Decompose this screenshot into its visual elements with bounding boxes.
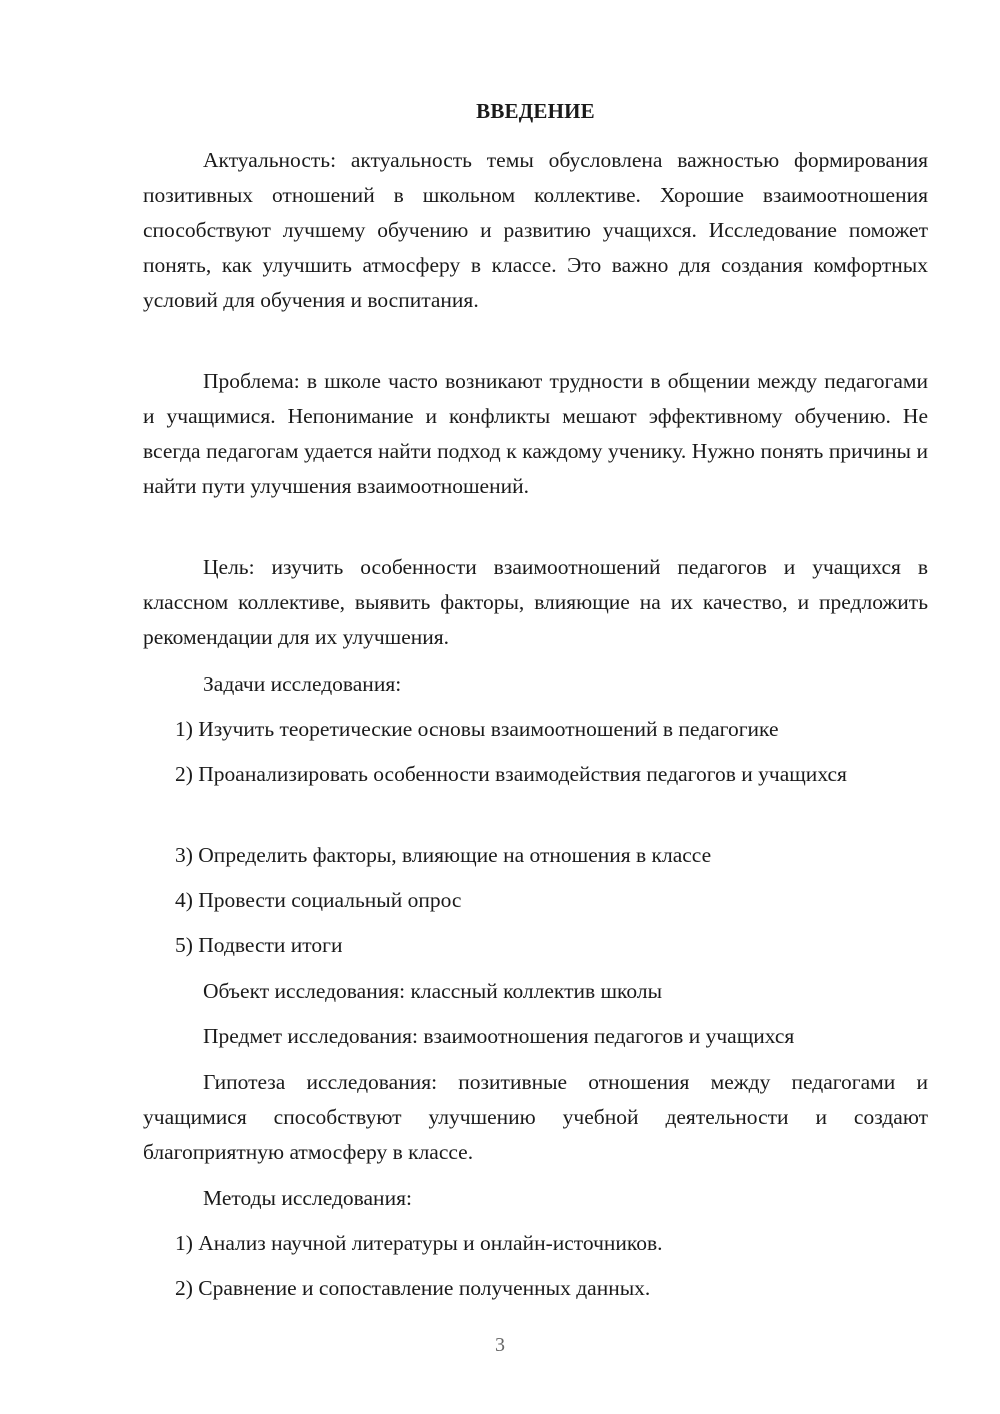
tasks-heading: Задачи исследования: <box>203 672 402 696</box>
paragraph-goal: Цель: изучить особенности взаимоотношений педагогов и учащихся в классном коллективе, выявить факторы, влияющие на их качество, и предложить рекомендации для их улучшения. <box>143 555 928 649</box>
paragraph-problem: Проблема: в школе часто возникают трудности в общении между педагогами и учащимися. Непонимание и конфликты мешают эффективному обучению. Не всегда педагогам удается найти подход к каждому ученику. Нужно понять причины и найти пути улучшения взаимоотношений. <box>143 369 928 498</box>
paragraph-relevance: Актуальность: актуальность темы обусловлена важностью формирования позитивных отношений в школьном коллективе. Хорошие взаимоотношения способствуют лучшему обучению и развитию учащихся. Исследование поможет понять, как улучшить атмосферу в классе. Это важно для создания комфортных условий для обучения и воспитания. <box>143 148 928 312</box>
method-item-1: 1) Анализ научной литературы и онлайн-источников. <box>175 1231 663 1255</box>
task-item-2: 2) Проанализировать особенности взаимодействия педагогов и учащихся <box>175 762 847 786</box>
paragraph-hypothesis: Гипотеза исследования: позитивные отношения между педагогами и учащимися способствуют улучшению учебной деятельности и создают благоприятную атмосферу в классе. <box>143 1070 928 1164</box>
page-number: 3 <box>495 1334 505 1356</box>
task-item-4: 4) Провести социальный опрос <box>175 888 462 912</box>
task-item-5: 5) Подвести итоги <box>175 933 343 957</box>
paragraph-object: Объект исследования: классный коллектив школы <box>203 979 663 1003</box>
method-item-2: 2) Сравнение и сопоставление полученных данных. <box>175 1276 651 1300</box>
page-title: ВВЕДЕНИЕ <box>476 99 595 123</box>
task-item-3: 3) Определить факторы, влияющие на отношения в классе <box>175 843 712 867</box>
paragraph-subject: Предмет исследования: взаимоотношения педагогов и учащихся <box>203 1024 795 1048</box>
task-item-1: 1) Изучить теоретические основы взаимоотношений в педагогике <box>175 717 779 741</box>
methods-heading: Методы исследования: <box>203 1186 412 1210</box>
